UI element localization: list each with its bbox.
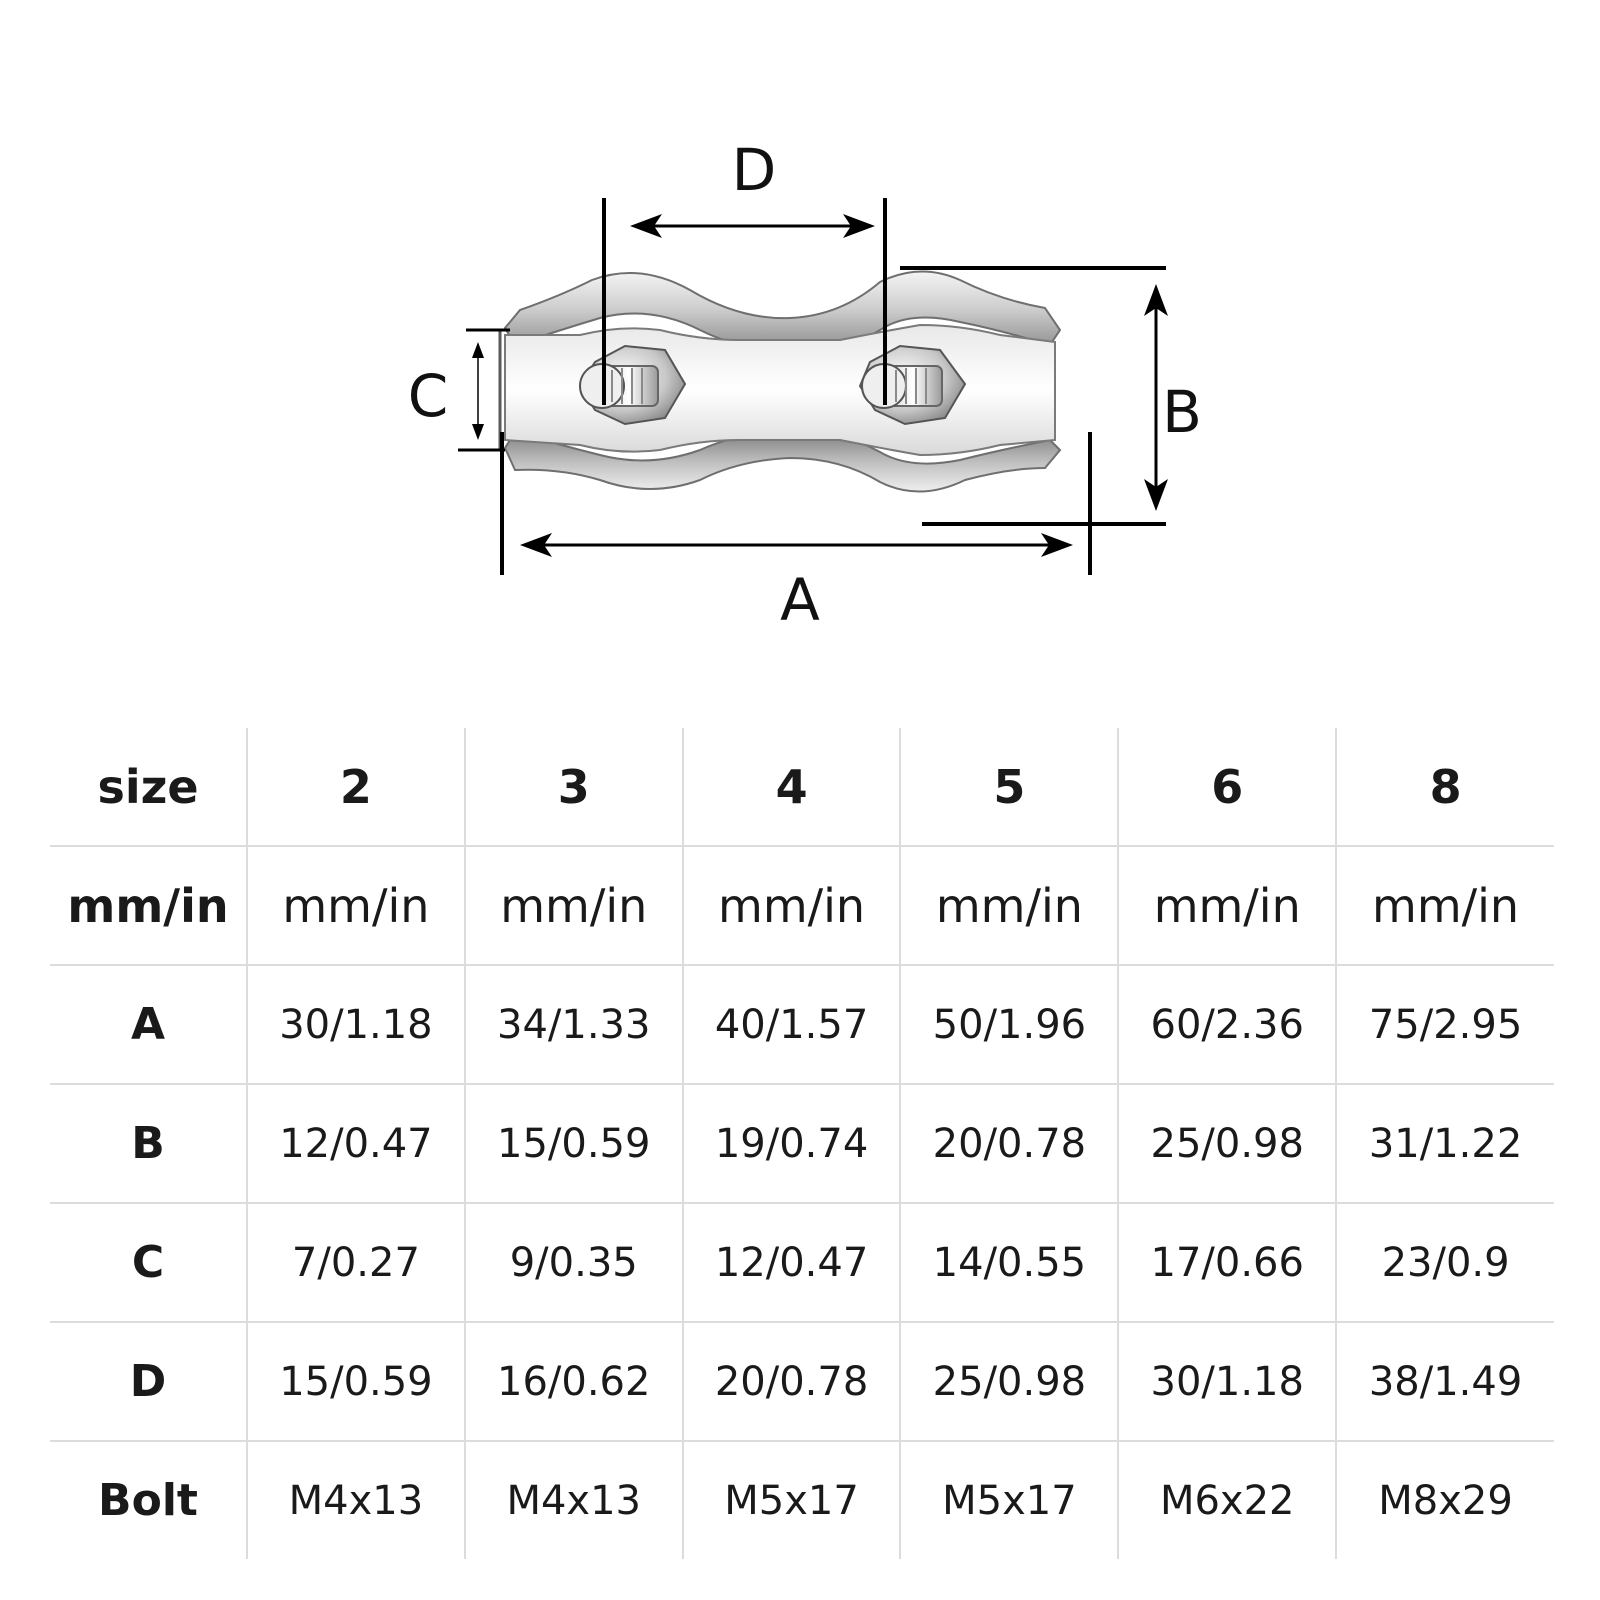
- unit-cell: mm/in: [465, 846, 683, 965]
- value-cell: 30/1.18: [1118, 1322, 1336, 1441]
- value-cell: 7/0.27: [247, 1203, 465, 1322]
- value-cell: 17/0.66: [1118, 1203, 1336, 1322]
- row-header-units: mm/in: [50, 846, 247, 965]
- value-cell: 12/0.47: [683, 1203, 901, 1322]
- value-cell: 16/0.62: [465, 1322, 683, 1441]
- unit-cell: mm/in: [247, 846, 465, 965]
- value-cell: 25/0.98: [1118, 1084, 1336, 1203]
- size-cell: 5: [900, 728, 1118, 846]
- table-row-c: [50, 1203, 1554, 1322]
- row-header-b: B: [50, 1084, 247, 1203]
- dimension-a-label: A: [780, 566, 820, 634]
- value-cell: 19/0.74: [683, 1084, 901, 1203]
- table-row-bolt: [50, 1441, 1554, 1559]
- value-cell: 60/2.36: [1118, 965, 1336, 1084]
- dimension-c: [408, 330, 510, 450]
- value-cell: 38/1.49: [1336, 1322, 1554, 1441]
- dimension-c-label: C: [407, 362, 449, 430]
- value-cell: M5x17: [683, 1441, 901, 1559]
- value-cell: 23/0.9: [1336, 1203, 1554, 1322]
- unit-cell: mm/in: [1118, 846, 1336, 965]
- value-cell: 12/0.47: [247, 1084, 465, 1203]
- size-cell: 6: [1118, 728, 1336, 846]
- value-cell: M8x29: [1378, 1477, 1513, 1524]
- size-cell: 8: [1336, 728, 1554, 846]
- size-cell: 2: [247, 728, 465, 846]
- value-cell: 25/0.98: [900, 1322, 1118, 1441]
- value-cell: 31/1.22: [1336, 1084, 1554, 1203]
- value-cell: 40/1.57: [683, 965, 901, 1084]
- table-row-b: [50, 1084, 1554, 1203]
- value-cell: 15/0.59: [465, 1084, 683, 1203]
- wire-rope-clip-diagram: [0, 0, 1600, 680]
- row-header-c: C: [50, 1203, 247, 1322]
- unit-cell: mm/in: [900, 846, 1118, 965]
- size-cell: 4: [683, 728, 901, 846]
- value-cell: 30/1.18: [247, 965, 465, 1084]
- table-row-size: [50, 728, 1554, 846]
- value-cell: 75/2.95: [1336, 965, 1554, 1084]
- row-header-d: D: [50, 1322, 247, 1441]
- row-header-bolt: Bolt: [50, 1441, 247, 1559]
- dimension-b-label: B: [1162, 378, 1202, 446]
- value-cell: 34/1.33: [465, 965, 683, 1084]
- value-cell: M4x13: [465, 1441, 683, 1559]
- unit-cell: mm/in: [1336, 846, 1554, 965]
- value-cell: 14/0.55: [900, 1203, 1118, 1322]
- value-cell: M6x22: [1118, 1441, 1336, 1559]
- value-cell: M5x17: [900, 1441, 1118, 1559]
- row-header-size: size: [50, 728, 247, 846]
- value-cell: 9/0.35: [465, 1203, 683, 1322]
- row-header-a: A: [50, 965, 247, 1084]
- value-cell: 15/0.59: [247, 1322, 465, 1441]
- dimension-d-label: D: [731, 136, 777, 204]
- value-cell: 20/0.78: [900, 1084, 1118, 1203]
- size-cell: 3: [465, 728, 683, 846]
- unit-cell: mm/in: [683, 846, 901, 965]
- value-cell: M4x13: [247, 1441, 465, 1559]
- size-spec-table: [50, 728, 1554, 1559]
- table-row-d: [50, 1322, 1554, 1441]
- value-cell: 20/0.78: [683, 1322, 901, 1441]
- table-row-units: [50, 846, 1554, 965]
- value-cell: 50/1.96: [900, 965, 1118, 1084]
- table-row-a: [50, 965, 1554, 1084]
